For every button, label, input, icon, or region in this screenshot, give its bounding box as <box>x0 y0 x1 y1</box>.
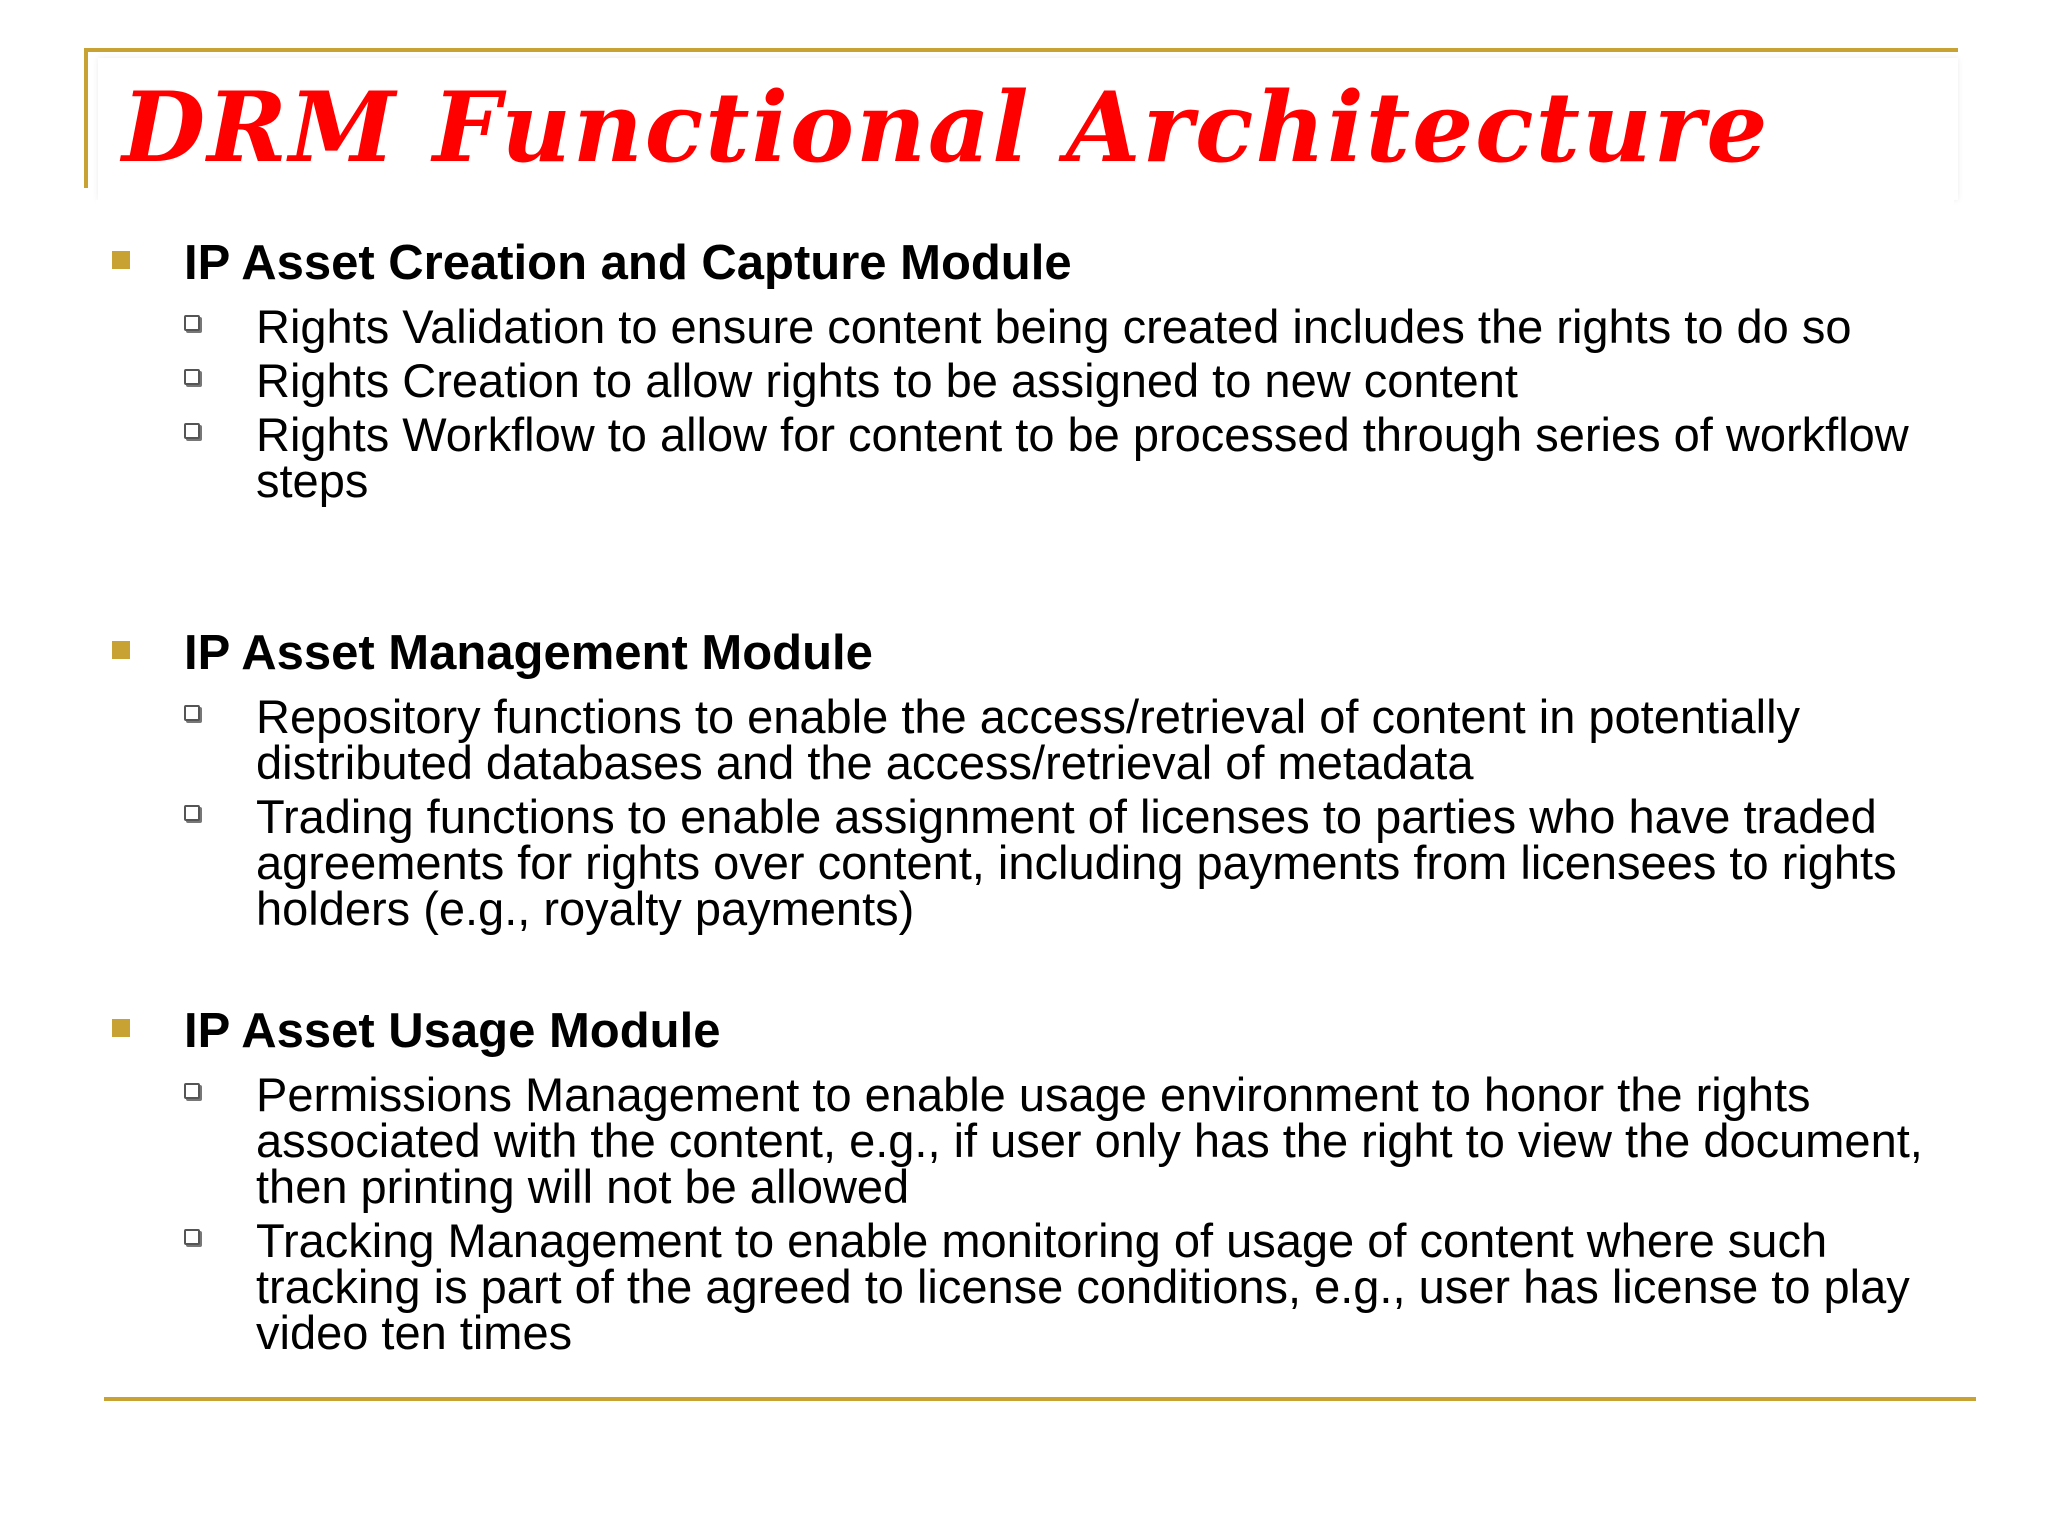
list-item-text: Trading functions to enable assignment of licenses to parties who have traded agreements for rights over content, including payments from licensees to rights holders (e.g., royalty payments) <box>256 790 1897 935</box>
section-heading <box>96 1002 1954 1064</box>
hollow-square-bullet-icon <box>184 369 200 385</box>
hollow-square-bullet-icon <box>184 805 200 821</box>
list-item <box>184 300 1954 353</box>
list-item <box>184 1068 1954 1213</box>
list-item <box>184 408 1954 507</box>
list-item <box>184 790 1954 935</box>
list-item-text: Rights Creation to allow rights to be assigned to new content <box>256 354 1518 407</box>
square-bullet-icon <box>112 641 130 659</box>
section-management <box>96 624 1954 935</box>
section-usage <box>96 1002 1954 1359</box>
list-item <box>184 1214 1954 1359</box>
bottom-accent-rule <box>104 1397 1976 1401</box>
list-item <box>184 354 1954 407</box>
list-item <box>184 690 1954 789</box>
section-creation-capture <box>96 234 1954 507</box>
section-title: IP Asset Creation and Capture Module <box>184 236 1072 290</box>
hollow-square-bullet-icon <box>184 1229 200 1245</box>
hollow-square-bullet-icon <box>184 705 200 721</box>
section-heading <box>96 234 1954 296</box>
hollow-square-bullet-icon <box>184 423 200 439</box>
top-accent-rule <box>84 48 1958 52</box>
slide-title: DRM Functional Architecture <box>122 71 1770 184</box>
list-item-text: Rights Validation to ensure content being created includes the rights to do so <box>256 300 1852 353</box>
list-item-text: Tracking Management to enable monitoring of usage of content where such tracking is part of the agreed to license conditions, e.g., user has license to play video ten times <box>256 1214 1910 1359</box>
list-item-text: Permissions Management to enable usage environment to honor the rights associated with the content, e.g., if user only has the right to view the document, then printing will not be allowed <box>256 1068 1923 1213</box>
slide-content <box>96 200 1954 1380</box>
section-title: IP Asset Management Module <box>184 626 873 680</box>
left-accent-rule <box>84 48 88 188</box>
section-title: IP Asset Usage Module <box>184 1004 721 1058</box>
list-item-text: Repository functions to enable the access/retrieval of content in potentially distributed databases and the access/retrieval of metadata <box>256 690 1801 789</box>
square-bullet-icon <box>112 251 130 269</box>
hollow-square-bullet-icon <box>184 1083 200 1099</box>
section-heading <box>96 624 1954 686</box>
list-item-text: Rights Workflow to allow for content to be processed through series of workflow steps <box>256 408 1909 507</box>
square-bullet-icon <box>112 1019 130 1037</box>
hollow-square-bullet-icon <box>184 315 200 331</box>
